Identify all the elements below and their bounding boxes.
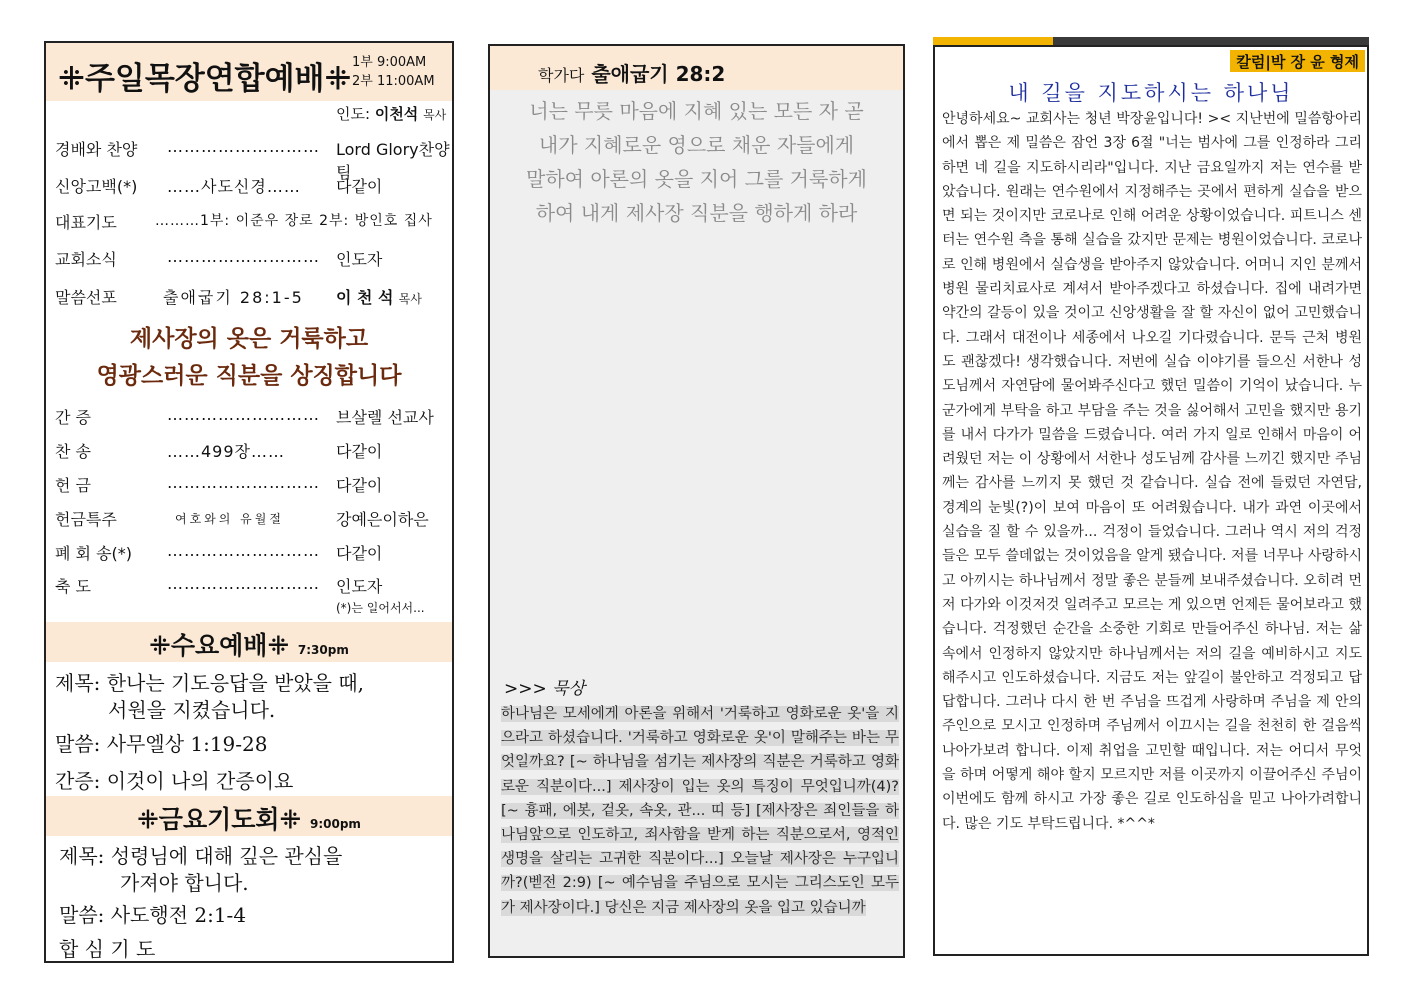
order-label: 찬 송 [55,442,91,461]
second-service-time: 2부 11:00AM [352,74,435,89]
order-row [55,435,450,465]
sermon-title [46,320,452,394]
column-tag: 칼럼|박 장 윤 형제 [1230,50,1365,72]
order-dots: 출애굽기 28:1-5 [163,288,304,307]
order-label: 경배와 찬양 [55,140,138,159]
order-label: 헌 금 [55,476,91,495]
order-row [55,243,450,273]
wednesday-testimony: 간증: 이것이 나의 간증이요 [55,769,294,793]
order-row [55,170,450,200]
order-label: 교회소식 [55,250,117,269]
friday-title-text: ꔰ금요기도회ꔰ [137,805,302,834]
column-body: 안녕하세요~ 교회사는 청년 박장윤입니다! >< 지난번에 밀씀항아리에서 뽑은 제 밀씀은 잠언 3장 6절 "너는 범사에 그를 인정하라 그리하면 네 길을 지도하시리라"입니다. 지난 금요일까지 저는 연수를 받았습니다. 원래는 연수원에서 지정해주는 곳에서 편하게 실습을 받으면 되는 것이지만 코로나로 인해 어려운 상황이었습니다. 피트니스 센터는 연수원 측을 통해 실습을 갔지만 문제는 병원이었습니다. 코로나로 인해 병원에서 실습생을 받아주지 않았습니다. 어머니 지인 분께서 병원 물리치료사로 계셔서 받아주겠다고 하셨습니다. 집에 내려가면 약간의 갈등이 있을 것이고 신앙생활을 잘 할 자신이 없어 고민했습니다. 그래서 대전이나 세종에서 나오길 기다렸습니다. 문득 근처 병원도 괜찮겠다! 생각했습니다. 저번에 실습 이야기를 들으신 서한나 성도님께서 자연담에 물어봐주신다고 했던 밀씀이 기억이 났습니다. 누군가에게 부탁을 하고 부담을 주는 것을 싫어해서 고민을 했지만 용기를 내서 다가가 밀씀을 드렸습니다. 여러 가지 일로 인해서 마음이 어려웠던 저는 이 상황에서 서한나 성도님께 감사를 느끼긴 했지만 주님께는 감사를 느끼지 못 했던 것 같습니다. 실습 전에 들렀던 자연담, 경계의 눈빛(?)이 보여 마음이 또 어려웠습니다. 내가 과연 이곳에서 실습을 질 할 수 있을까... 걱정이 들었습니다. 그러나 역시 저의 걱정들은 모두 쓸데없는 것이었음을 알게 됐습니다. 저를 너무나 사랑하시고 아끼시는 하나님께서 정말 좋은 분들께 보내주셨습니다. 오히려 먼저 다가와 이것저것 일려주고 모르는 게 있으면 언제든 물어보라고 했습니다. 걱정했던 순간을 소중한 기회로 만들어주신 하나님. 저는 삶속에서 인정하지 않았지만 하나님께서는 저의 길을 예비하시고 지도해주시고 인도하셨습니다. 지금도 저는 앞길이 불안하고 걱정되고 답답합니다. 그러나 다시 한 번 주님을 뜨겁게 사랑하며 주님을 제 안의 주인으로 모시고 인정하며 주님께서 이끄시는 길을 천천히 한 걸음씩 나아가보려 합니다. 이제 취업을 고민할 때입니다. 저는 어디서 무엇을 하며 어떻게 해야 할지 모르지만 저를 이곳까지 이끌어주신 주님이 이번에도 함께 하시고 가장 좋은 길로 인도하심을 믿고 나아가려합니다. 많은 기도 부탁드립니다. *^^* [942,111,1362,832]
order-dots: ……………………… [167,247,320,266]
order-value: 다같이 [336,177,383,196]
order-value: 인도자 [336,577,383,596]
order-row [55,469,450,499]
friday-title [46,800,452,836]
preacher-title: 목사 [398,292,422,306]
order-dots: ………1부: 이준우 장로 2부: 방인호 집사 [155,213,433,229]
order-dots: ……………………… [167,473,320,492]
meditation-text [501,702,899,920]
order-row [55,570,450,600]
order-value: 강예은이하은 [336,510,429,529]
verse-ref-text: 출애굽기 28:2 [591,62,726,86]
order-label: 헌금특주 [55,510,117,529]
worship-order-panel [44,41,454,963]
wednesday-title-text: ꔰ수요예배ꔰ [149,631,290,660]
order-label: 폐 회 송(*) [55,544,133,563]
order-value [336,285,422,308]
order-dots: ……………………… [167,574,320,593]
verse-line: 말하여 아론의 옷을 지어 그를 거룩하게 [526,167,867,191]
friday-subject: 제목: 성령님에 대해 깊은 관심을 [59,844,343,868]
column-panel [933,45,1369,956]
verse-text [500,94,893,230]
leader-title: 목사 [423,108,447,122]
leader-line [336,103,446,124]
sunday-service-title: ꔰ주일목장연합예배ꔰ [58,61,352,97]
verse-label: 학가다 [538,66,585,85]
order-dots: ……사도신경…… [167,177,301,196]
sermon-title-line: 제사장의 옷은 거룩하고 [129,325,369,352]
standing-note: (*)는 일어서서... [336,601,425,615]
order-row [55,503,450,533]
wednesday-subject-cont: 서원을 지켰습니다. [108,698,276,722]
order-label: 신앙고백(*) [55,177,138,196]
wednesday-time: 7:30pm [297,643,349,657]
verse-line: 너는 무릇 마음에 지혜 있는 모든 자 곧 [529,99,864,123]
order-label: 간 증 [55,408,91,427]
preacher-name: 이 천 석 [336,288,394,307]
wednesday-word: 말씀: 사무엘상 1:19-28 [55,732,268,756]
order-value: Lord Glory찬양팀 [336,140,450,182]
order-row [55,133,450,182]
friday-time: 9:00pm [309,817,361,831]
wednesday-title [46,626,452,662]
leader-name: 이천석 [374,105,419,123]
order-row [55,206,450,236]
order-label: 축 도 [55,577,91,596]
order-dots: ……………………… [167,137,320,156]
order-row [55,401,450,431]
order-row [55,537,450,567]
friday-word: 말씀: 사도행전 2:1-4 [59,903,247,927]
order-dots: ……………………… [167,541,320,560]
service-times [352,53,435,91]
order-value: 다같이 [336,544,383,563]
first-service-time: 1부 9:00AM [352,55,427,70]
sermon-title-line: 영광스러운 직분을 상징합니다 [96,362,402,389]
order-value: 브살렐 선교사 [336,408,434,427]
friday-subject-cont: 가져야 합니다. [120,871,249,895]
order-value: 다같이 [336,442,383,461]
wednesday-subject: 제목: 한나는 기도응답을 받았을 때, [55,671,365,695]
order-dots: ……………………… [167,405,320,424]
column-title: 내 길을 지도하시는 하나님 [1008,81,1294,105]
order-label: 대표기도 [55,213,117,232]
meditation-title: >>> 묵상 [504,674,585,699]
verse-reference [538,58,725,87]
order-row [55,281,450,311]
order-value: 인도자 [336,250,383,269]
leader-label: 인도: [336,105,371,123]
meditation-paragraph: 하나님은 모세에게 아론을 위해서 '거룩하고 영화로운 옷'을 지으라고 하셨습니다. '거룩하고 영화로운 옷'이 말해주는 바는 무엇일까요? [~ 하나님을 섬기는 제사장의 직분은 거룩하고 영화로운 직분이다...] 제사장이 입는 옷의 특징이 무엇입니까(4)? [~ 흉패, 에봇, 겉옷, 속옷, 관... 띠 등] [제사장은 죄인들을 하나님앞으로 인도하고, 죄사함을 받게 하는 직분으로서, 영적인 생명을 살리는 고귀한 직분이다...] 오늘날 제사장은 누구입니까?(벧전 2:9) [~ 예수님을 주님으로 모시는 그리스도인 모두가 제사장이다.] 당신은 지금 제사장의 옷을 입고 있습니까 [501,706,899,916]
order-label: 말씀선포 [55,288,117,307]
order-dots: 여호와의 유월절 [175,512,284,526]
friday-prayer: 합 심 기 도 [59,937,156,961]
order-value: 다같이 [336,476,383,495]
verse-line: 하여 내게 제사장 직분을 행하게 하라 [535,201,858,225]
verse-panel [488,44,905,958]
verse-line: 내가 지혜로운 영으로 채운 자들에게 [538,133,855,157]
order-dots: ……499장…… [167,442,285,461]
